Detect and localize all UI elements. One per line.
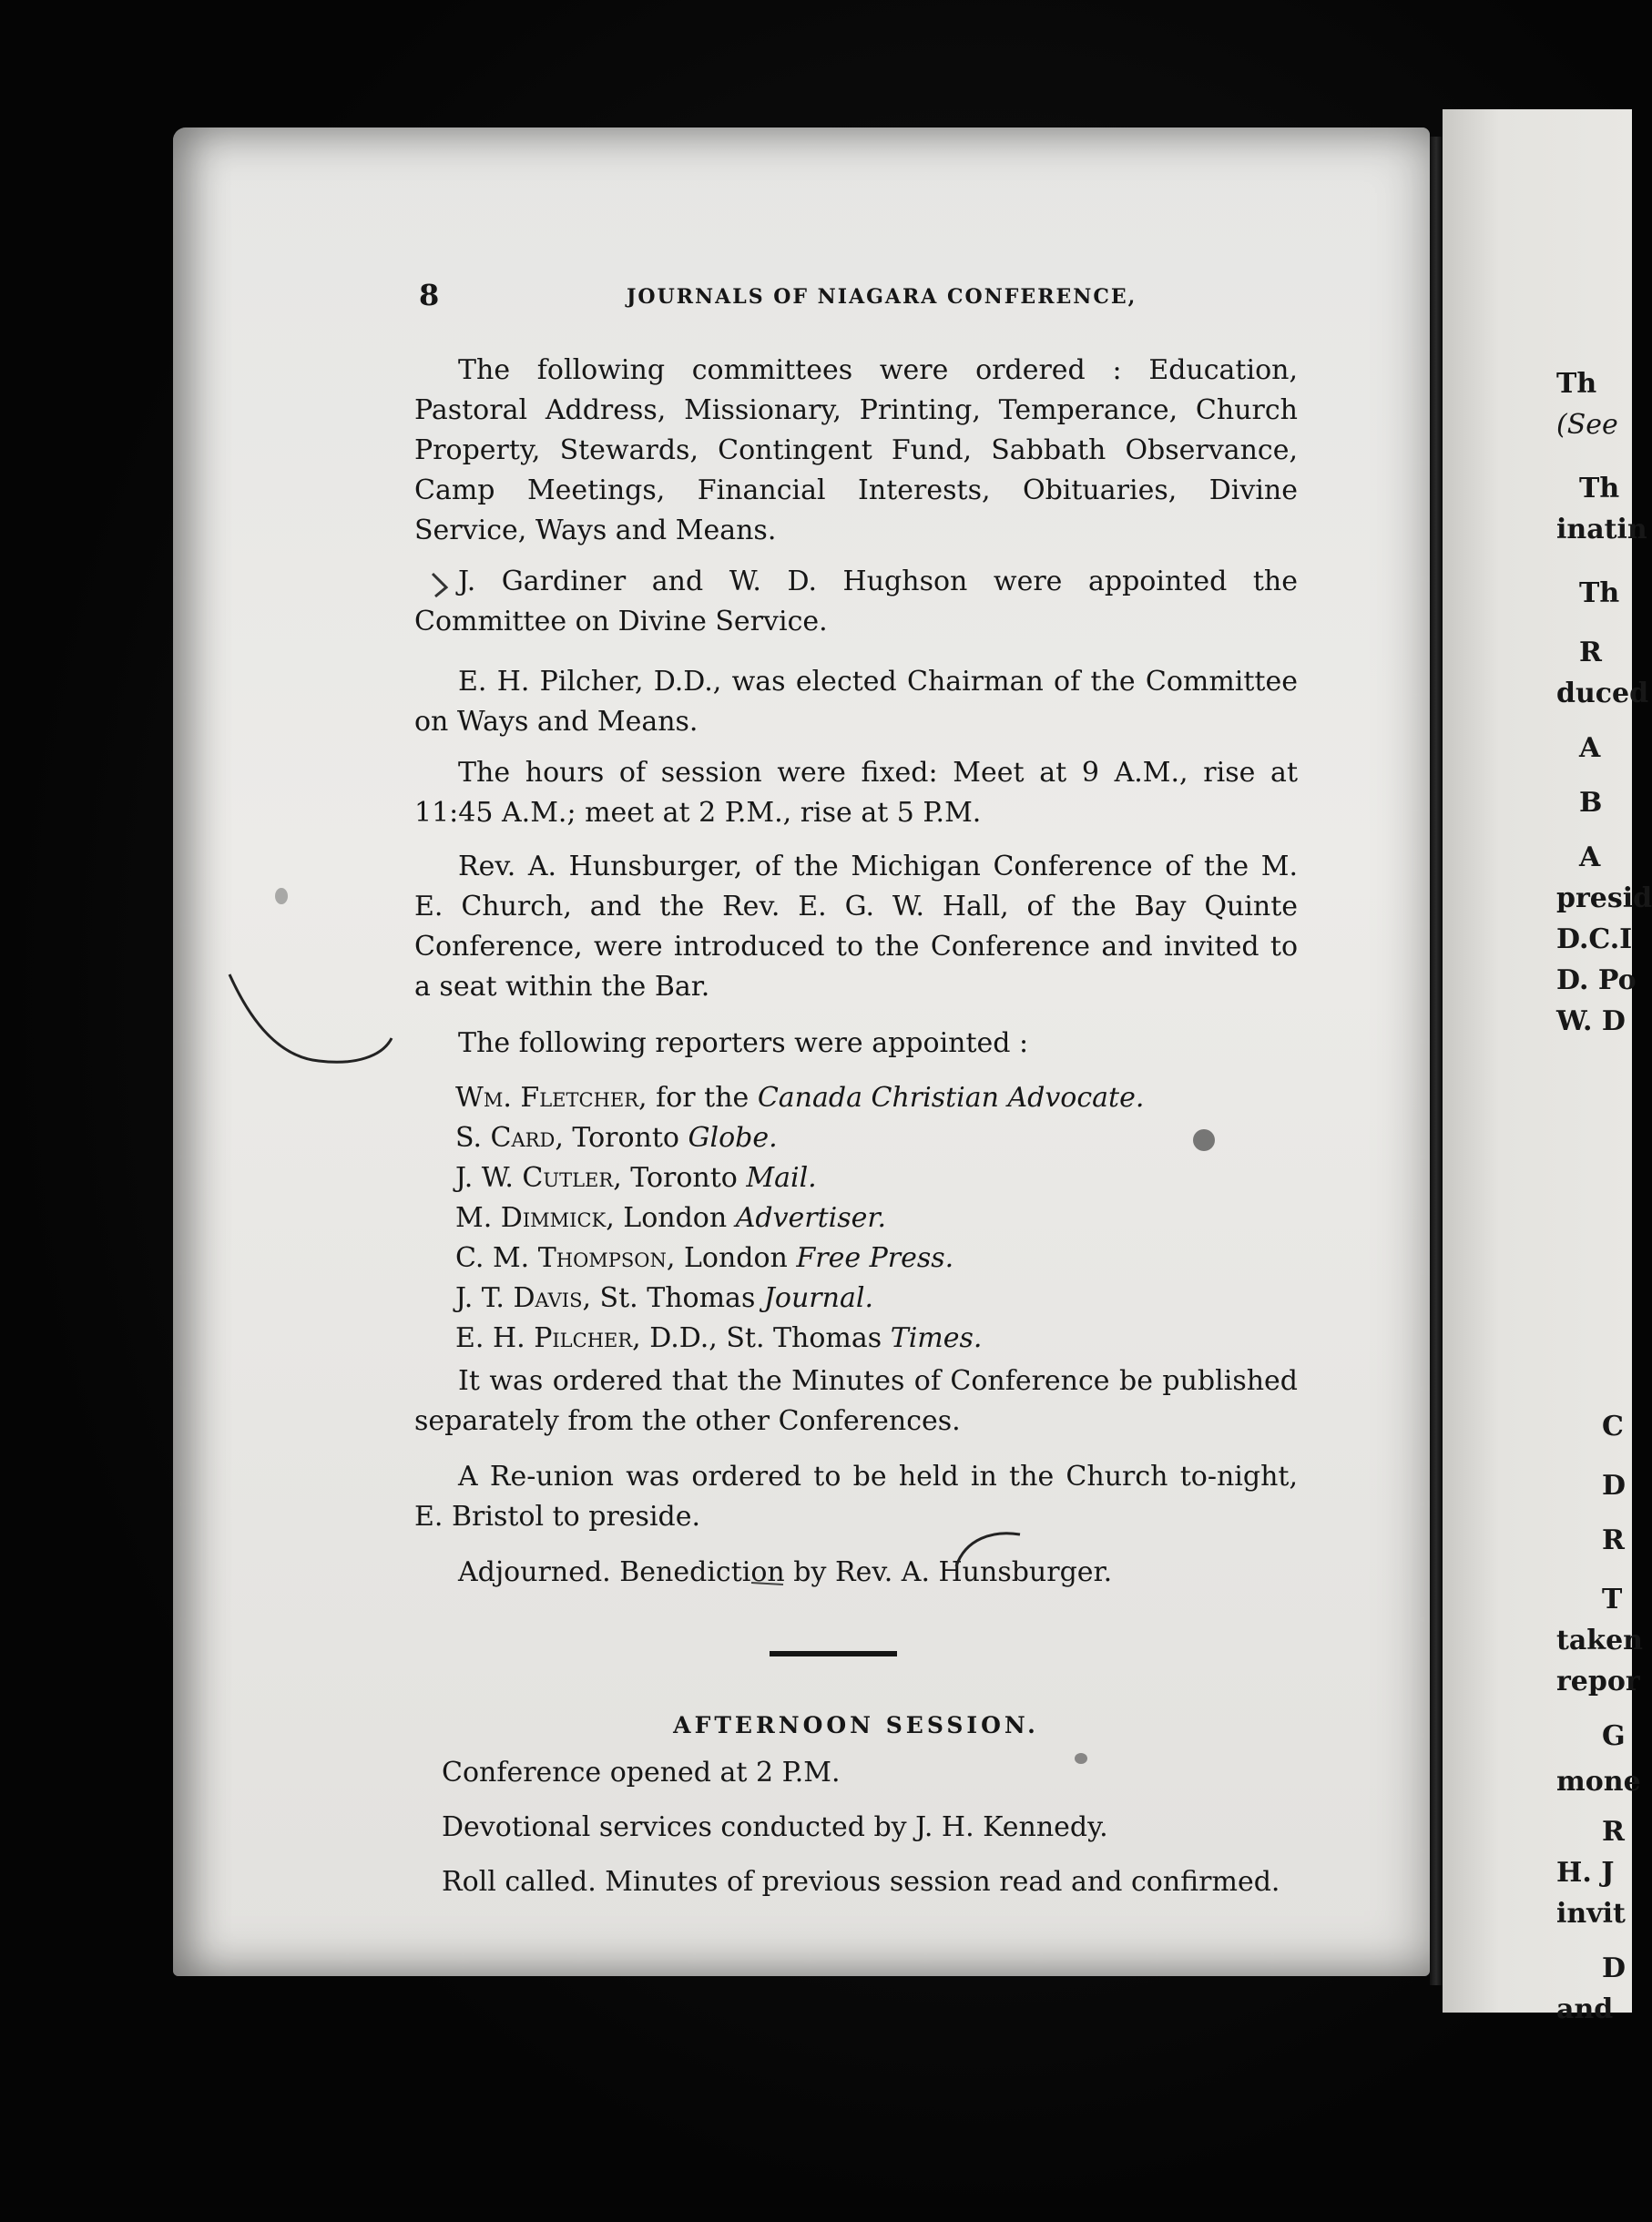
section-title: AFTERNOON SESSION.: [673, 1712, 1039, 1738]
edge-fragment: R: [1602, 1524, 1625, 1556]
reporter-name: S. Card: [455, 1122, 556, 1154]
page-gutter: [1430, 137, 1443, 1985]
list-item: [455, 1198, 1275, 1238]
edge-fragment: inatin: [1556, 514, 1647, 545]
reporter-rest: , London: [606, 1202, 736, 1234]
edge-fragment: D.C.I: [1556, 923, 1633, 955]
edge-fragment: A: [1579, 841, 1601, 873]
page-header: [241, 278, 1152, 314]
list-item: [455, 1118, 1275, 1158]
edge-fragment: C: [1602, 1411, 1624, 1442]
reporter-paper: Globe.: [688, 1122, 778, 1154]
list-item: [455, 1078, 1275, 1118]
edge-fragment: D: [1602, 1952, 1627, 1984]
list-item: [455, 1238, 1275, 1279]
edge-fragment: G: [1602, 1720, 1626, 1752]
edge-fragment: R: [1579, 637, 1602, 668]
edge-fragment: and: [1556, 1993, 1614, 2025]
reporter-rest: , for the: [638, 1082, 758, 1114]
paragraph-committees: The following committees were ordered : Education, Pastoral Address, Missionary, Printing, Temperance, Church Property, Stewards, Contingent Fund, Sabbath Observance, Camp Meetings, Financial Interests, Obituaries, Divine Service, Ways and Means.: [414, 354, 1298, 546]
reporter-paper: Canada Christian Advocate.: [757, 1082, 1145, 1114]
paragraph-chairman: E. H. Pilcher, D.D., was elected Chairman of the Committee on Ways and Means.: [414, 666, 1298, 738]
paragraph-hours: The hours of session were fixed: Meet at 9 A.M., rise at 11:45 A.M.; meet at 2 P.M., rise at 5 P.M.: [414, 757, 1298, 829]
reporter-name: E. H. Pilcher: [455, 1322, 633, 1354]
list-item: [455, 1319, 1275, 1359]
reporter-rest: , D.D., St. Thomas: [632, 1322, 891, 1354]
running-head: JOURNALS OF NIAGARA CONFERENCE,: [627, 285, 1137, 309]
edge-fragment: taken: [1556, 1625, 1643, 1656]
edge-fragment: W. D: [1556, 1005, 1626, 1037]
edge-fragment: Th: [1579, 577, 1620, 609]
page-number: 8: [419, 278, 440, 312]
edge-fragment: R: [1602, 1816, 1625, 1848]
edge-fragment: A: [1579, 732, 1601, 764]
paragraph-reunion: A Re-union was ordered to be held in the Church to-night, E. Bristol to preside.: [414, 1461, 1298, 1533]
afternoon-devotional: Devotional services conducted by J. H. Kennedy.: [442, 1811, 1108, 1843]
reporter-paper: Free Press.: [796, 1242, 954, 1274]
reporter-rest: , St. Thomas: [582, 1282, 764, 1314]
paragraph-divine-service: J. Gardiner and W. D. Hughson were appointed the Committee on Divine Service.: [414, 566, 1298, 637]
edge-fragment: mone: [1556, 1766, 1641, 1798]
reporter-name: J. W. Cutler: [455, 1162, 614, 1194]
paragraph-adjourned: Adjourned. Benediction by Rev. A. Hunsburger.: [458, 1556, 1113, 1588]
reporter-paper: Journal.: [763, 1282, 873, 1314]
ink-blot: [1075, 1753, 1087, 1764]
ink-blot: [275, 888, 288, 904]
reporter-rest: , Toronto: [555, 1122, 688, 1154]
edge-fragment: Th: [1579, 473, 1620, 505]
edge-fragment: duced: [1556, 678, 1649, 709]
reporter-name: Wm. Fletcher: [455, 1082, 639, 1114]
reporter-name: C. M. Thompson: [455, 1242, 667, 1274]
paragraph-introduced: Rev. A. Hunsburger, of the Michigan Conference of the M. E. Church, and the Rev. E. G. W. Hall, of the Bay Quinte Conference, were introduced to the Conference and invited to a seat within the Bar.: [414, 851, 1298, 1003]
edge-fragment: D. Po: [1556, 964, 1637, 996]
afternoon-opened: Conference opened at 2 P.M.: [442, 1757, 841, 1789]
afternoon-roll: Roll called. Minutes of previous session read and confirmed.: [442, 1866, 1280, 1898]
edge-fragment: repor: [1556, 1666, 1640, 1697]
reporter-rest: , London: [666, 1242, 797, 1274]
edge-fragment: invit: [1556, 1898, 1626, 1930]
edge-fragment: (See: [1556, 409, 1618, 441]
reporter-paper: Mail.: [746, 1162, 817, 1194]
paragraph-reporters-intro: The following reporters were appointed :: [458, 1027, 1029, 1059]
edge-fragment: D: [1602, 1470, 1627, 1502]
edge-fragment: T: [1602, 1584, 1623, 1616]
section-divider: [770, 1651, 897, 1656]
reporter-name: M. Dimmick: [455, 1202, 607, 1234]
adjacent-page: [1443, 109, 1652, 2025]
edge-fragment: presid: [1556, 882, 1652, 914]
ink-blot: [1193, 1129, 1215, 1151]
reporter-rest: , Toronto: [613, 1162, 747, 1194]
reporter-paper: Times.: [890, 1322, 983, 1354]
list-item: [455, 1279, 1275, 1319]
reporters-list: [455, 1078, 1275, 1359]
list-item: [455, 1158, 1275, 1198]
paragraph-minutes: It was ordered that the Minutes of Conference be published separately from the other Conferences.: [414, 1365, 1298, 1437]
reporter-paper: Advertiser.: [735, 1202, 886, 1234]
edge-fragment: H. J: [1556, 1857, 1615, 1889]
edge-fragment: Th: [1556, 368, 1597, 400]
reporter-name: J. T. Davis: [455, 1282, 583, 1314]
edge-fragment: B: [1579, 787, 1603, 819]
